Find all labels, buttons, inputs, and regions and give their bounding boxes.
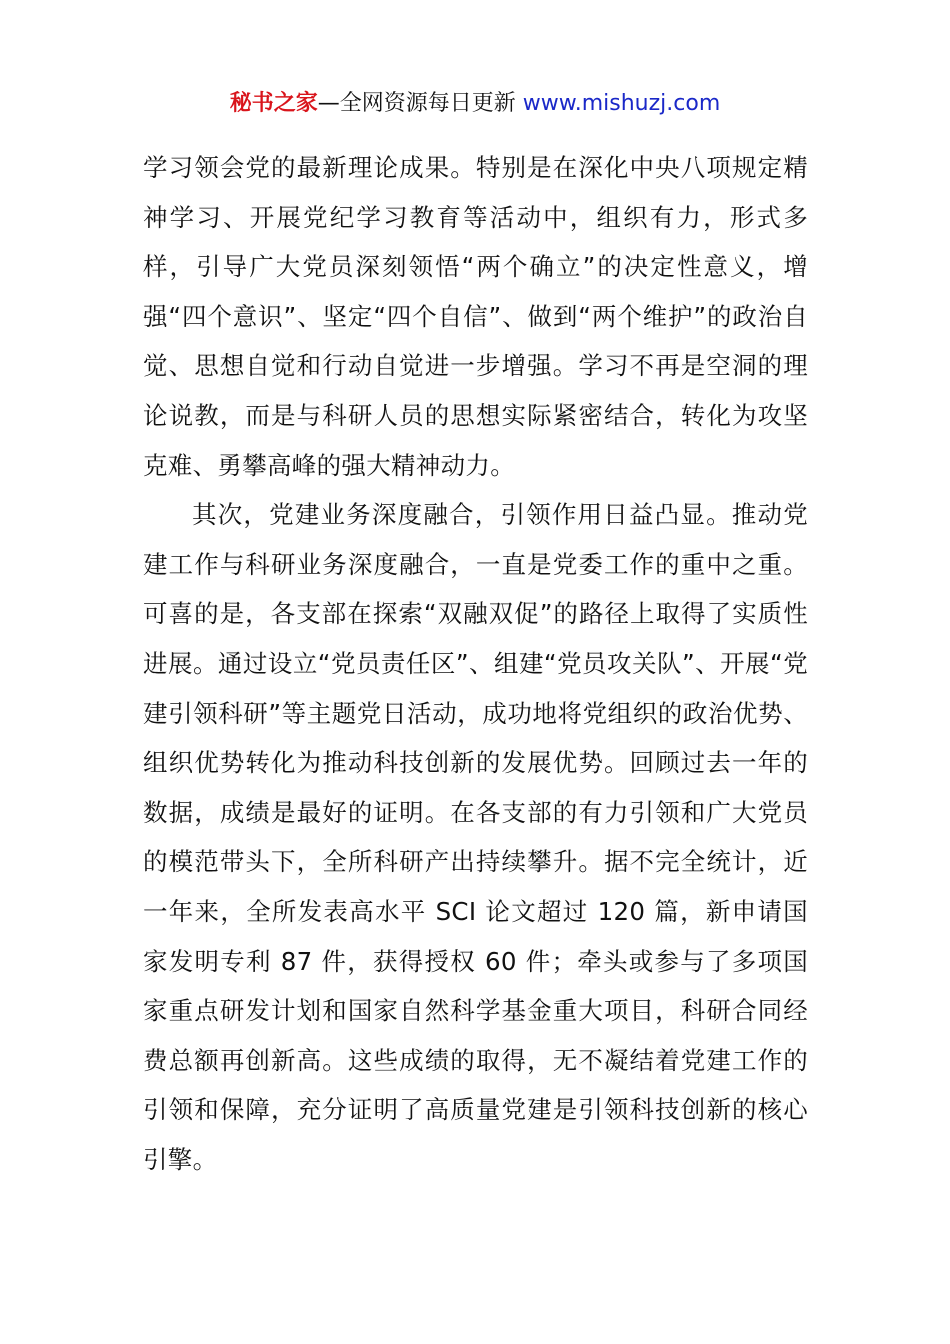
paragraph-continued: 学习领会党的最新理论成果。特别是在深化中央八项规定精神学习、开展党纪学习教育等活动中，组织有力，形式多样，引导广大党员深刻领悟“两个确立”的决定性意义，增强“四个意识”、坚定“四个自信”、做到“两个维护”的政治自觉、思想自觉和行动自觉进一步增强。学习不再是空洞的理论说教，而是与科研人员的思想实际紧密结合，转化为攻坚克难、勇攀高峰的强大精神动力。	[143, 153, 808, 480]
document-body	[143, 143, 808, 1184]
page-header	[0, 88, 950, 120]
header-tagline: —全网资源每日更新	[317, 91, 516, 116]
paragraph-second-point: 其次，党建业务深度融合，引领作用日益凸显。推动党建工作与科研业务深度融合，一直是党委工作的重中之重。可喜的是，各支部在探索“双融双促”的路径上取得了实质性进展。通过设立“党员责任区”、组建“党员攻关队”、开展“党建引领科研”等主题党日活动，成功地将党组织的政治优势、组织优势转化为推动科技创新的发展优势。回顾过去一年的数据，成绩是最好的证明。在各支部的有力引领和广大党员的模范带头下，全所科研产出持续攀升。据不完全统计，近一年来，全所发表高水平 SCI 论文超过 120 篇，新申请国家发明专利 87 件，获得授权 60 件；牵头或参与了多项国家重点研发计划和国家自然科学基金重大项目，科研合同经费总额再创新高。这些成绩的取得，无不凝结着党建工作的引领和保障，充分证明了高质量党建是引领科技创新的核心引擎。	[143, 500, 808, 1174]
brand-name: 秘书之家	[229, 91, 318, 116]
website-link[interactable]: www.mishuzj.com	[522, 91, 721, 116]
